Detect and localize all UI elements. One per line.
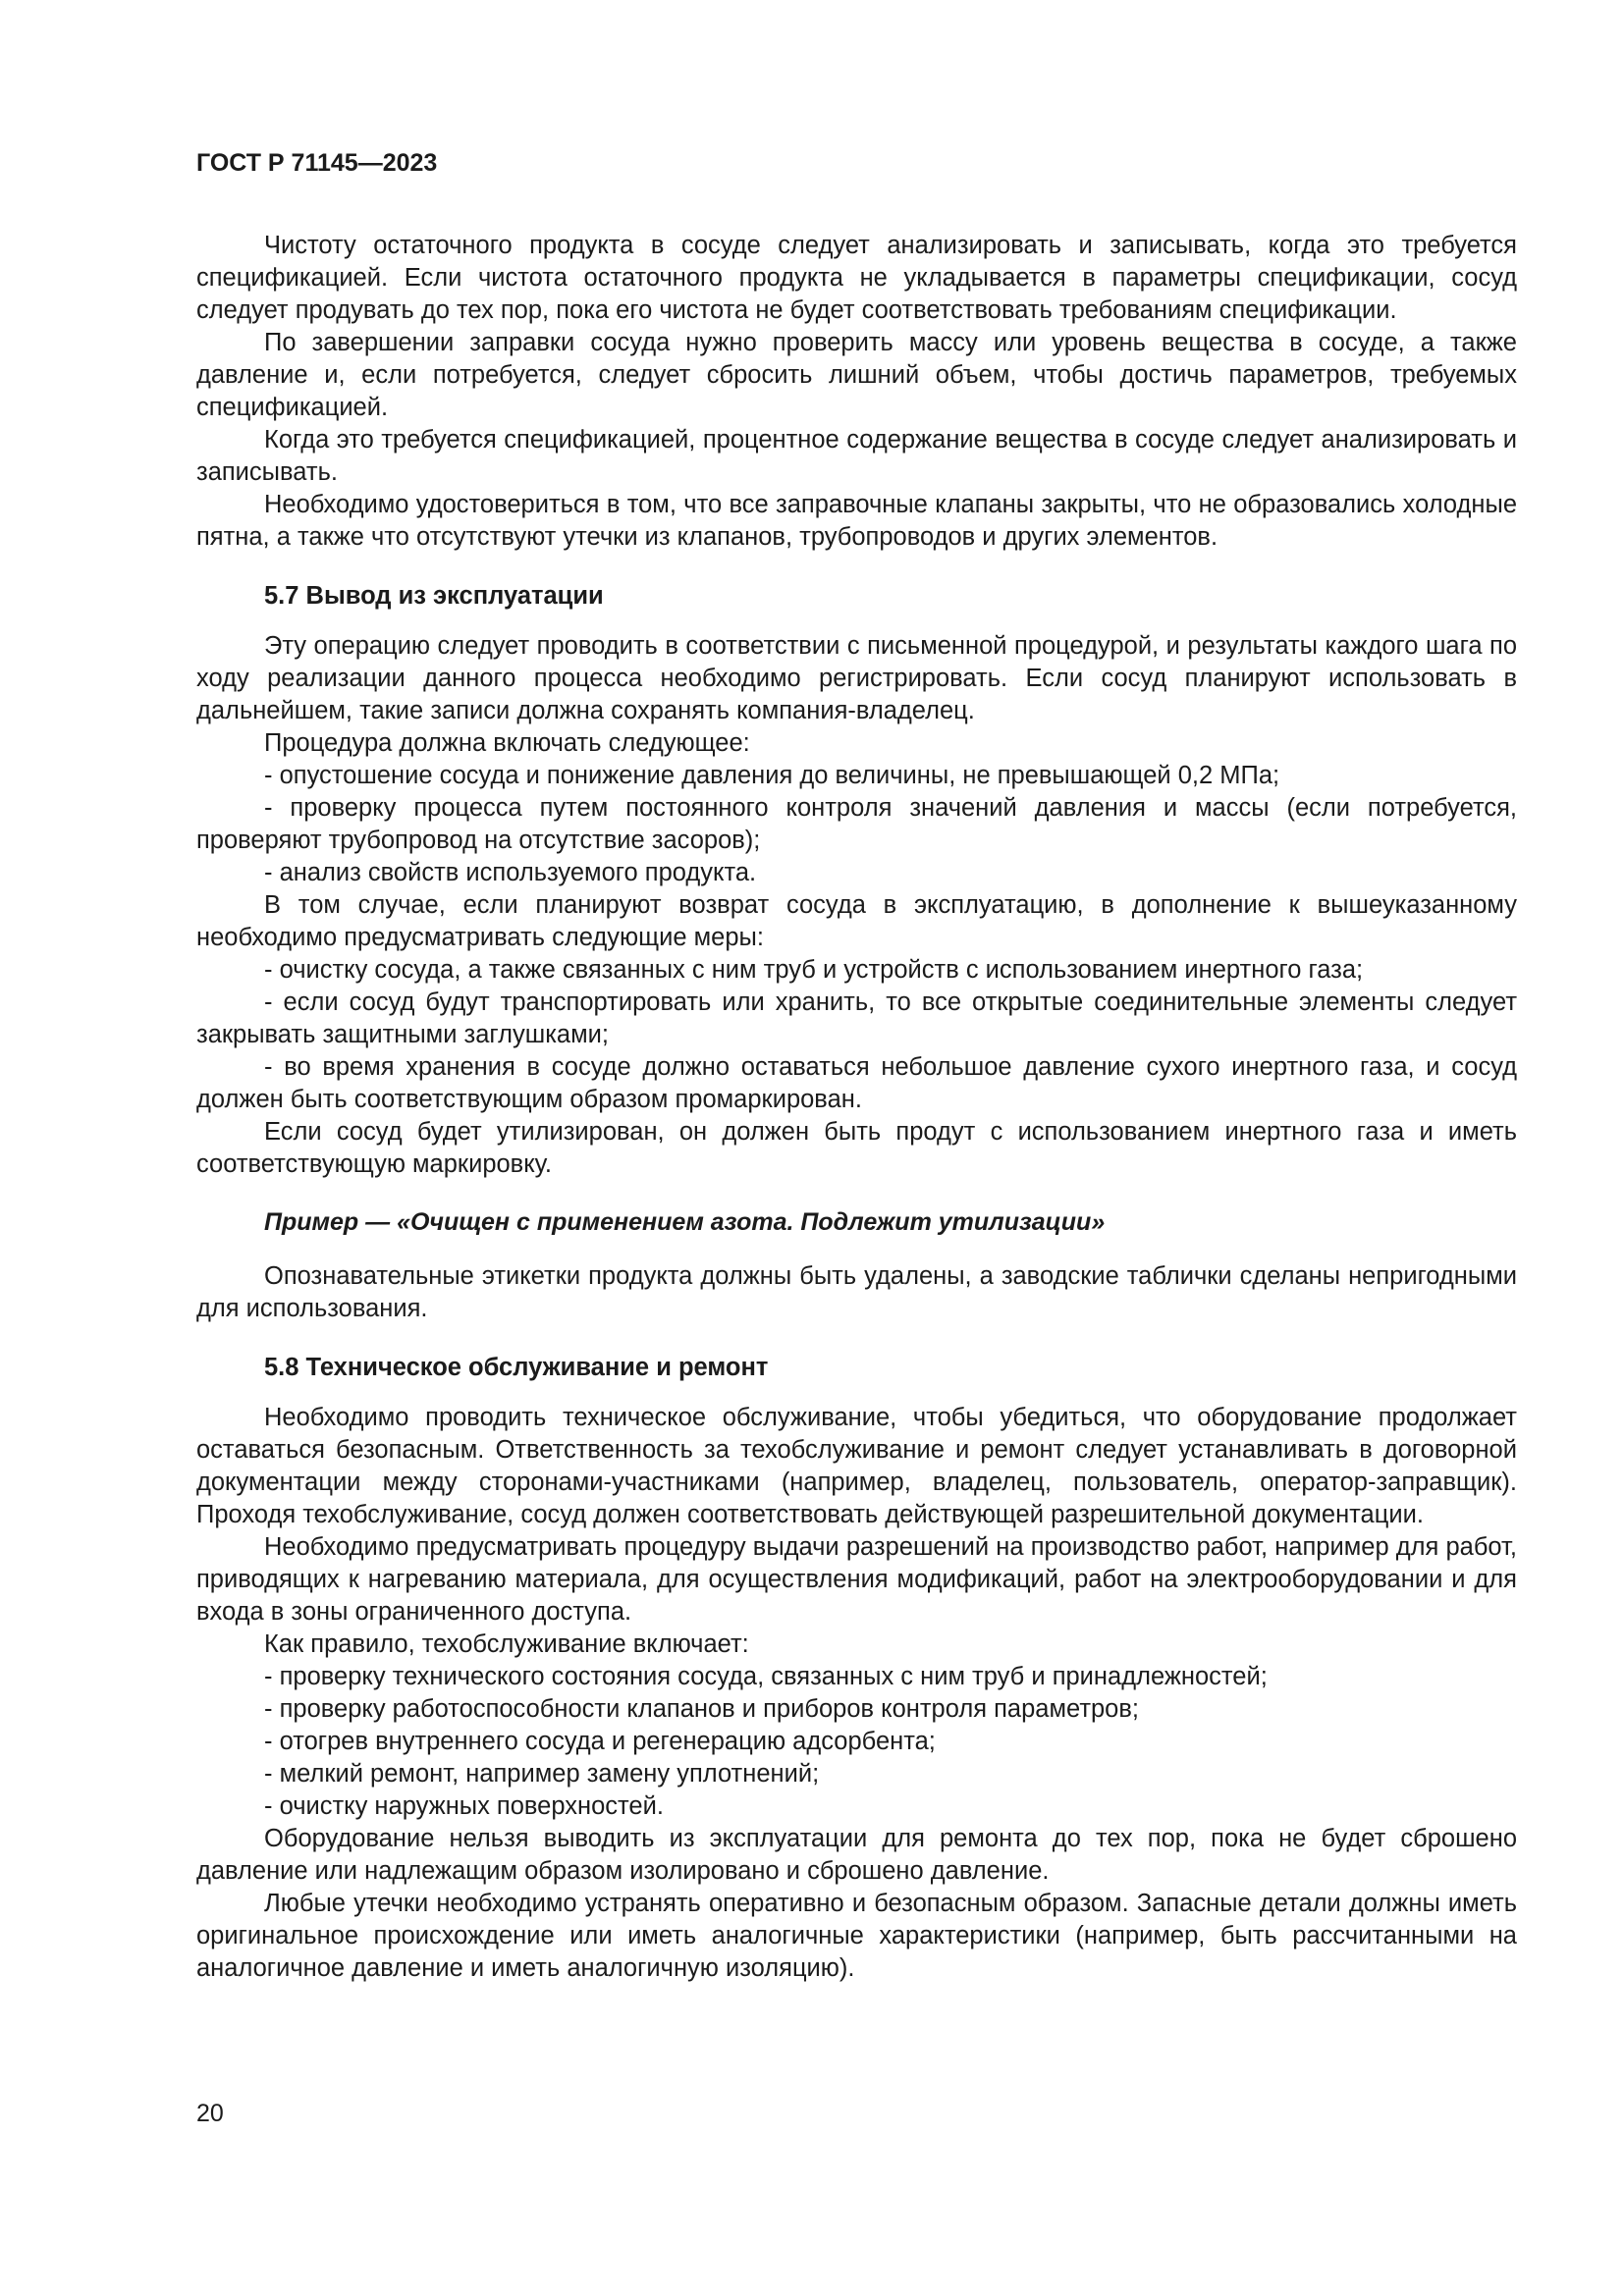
section-heading: 5.7 Вывод из эксплуатации (264, 582, 604, 610)
paragraph: Необходимо предусматривать процедуру выдачи разрешений на производство работ, например для работ, приводящих к нагреванию материала, для осуществления модификаций, работ на электрооборудовании и для входа в зоны ограниченного доступа. (196, 1533, 1517, 1626)
paragraph: Как правило, техобслуживание включает: (264, 1630, 749, 1658)
paragraph: Опознавательные этикетки продукта должны быть удалены, а заводские таблички сделаны непригодными для использования. (196, 1262, 1517, 1322)
list-item: - анализ свойств используемого продукта. (264, 859, 757, 886)
list-item: - проверку работоспособности клапанов и приборов контроля параметров; (264, 1695, 1139, 1723)
list-item: - во время хранения в сосуде должно оставаться небольшое давление сухого инертного газа, и сосуд должен быть соответствующим образом промаркирован. (196, 1053, 1517, 1113)
document-page (196, 145, 1517, 1985)
paragraph: Когда это требуется спецификацией, процентное содержание вещества в сосуде следует анализировать и записывать. (196, 426, 1517, 486)
paragraph: В том случае, если планируют возврат сосуда в эксплуатацию, в дополнение к вышеуказанному необходимо предусматривать следующие меры: (196, 891, 1517, 951)
list-item: - мелкий ремонт, например замену уплотнений; (264, 1760, 820, 1788)
section-heading: 5.8 Техническое обслуживание и ремонт (264, 1354, 769, 1381)
document-header: ГОСТ Р 71145—2023 (196, 149, 438, 177)
list-item: - если сосуд будут транспортировать или хранить, то все открытые соединительные элементы следует закрывать защитными заглушками; (196, 988, 1517, 1048)
paragraph: Чистоту остаточного продукта в сосуде следует анализировать и записывать, когда это требуется спецификацией. Если чистота остаточного продукта не укладывается в параметры спецификации, сосуд следует продувать до тех пор, пока его чистота не будет соответствовать требованиям спецификации. (196, 232, 1517, 324)
paragraph: Если сосуд будет утилизирован, он должен быть продут с использованием инертного газа и иметь соответствующую маркировку. (196, 1118, 1517, 1178)
list-item: - очистку наружных поверхностей. (264, 1792, 664, 1820)
list-item: - очистку сосуда, а также связанных с ним труб и устройств с использованием инертного газа; (264, 956, 1364, 984)
list-item: - опустошение сосуда и понижение давления до величины, не превышающей 0,2 МПа; (264, 762, 1280, 789)
paragraph: Любые утечки необходимо устранять оперативно и безопасным образом. Запасные детали должны иметь оригинальное происхождение или иметь аналогичные характеристики (например, быть рассчитанными на аналогичное давление и иметь аналогичную изоляцию). (196, 1890, 1517, 1982)
example-note: Пример — «Очищен с применением азота. Подлежит утилизации» (264, 1208, 1106, 1236)
paragraph: Процедура должна включать следующее: (264, 729, 750, 757)
paragraph: Эту операцию следует проводить в соответствии с письменной процедурой, и результаты каждого шага по ходу реализации данного процесса необходимо регистрировать. Если сосуд планируют использовать в дальнейшем, такие записи должна сохранять компания-владелец. (196, 632, 1517, 724)
paragraph: Необходимо проводить техническое обслуживание, чтобы убедиться, что оборудование продолжает оставаться безопасным. Ответственность за техобслуживание и ремонт следует устанавливать в договорной документации между сторонами-участниками (например, владелец, пользователь, оператор-заправщик). Проходя техобслуживание, сосуд должен соответствовать действующей разрешительной документации. (196, 1404, 1517, 1528)
page-number: 20 (196, 2100, 224, 2127)
paragraph: Оборудование нельзя выводить из эксплуатации для ремонта до тех пор, пока не будет сброшено давление или надлежащим образом изолировано и сброшено давление. (196, 1825, 1517, 1885)
list-item: - проверку технического состояния сосуда, связанных с ним труб и принадлежностей; (264, 1663, 1268, 1690)
list-item: - отогрев внутреннего сосуда и регенерацию адсорбента; (264, 1728, 936, 1755)
list-item: - проверку процесса путем постоянного контроля значений давления и массы (если потребуется, проверяют трубопровод на отсутствие засоров); (196, 794, 1517, 854)
paragraph: Необходимо удостовериться в том, что все заправочные клапаны закрыты, что не образовались холодные пятна, а также что отсутствуют утечки из клапанов, трубопроводов и других элементов. (196, 491, 1517, 551)
paragraph: По завершении заправки сосуда нужно проверить массу или уровень вещества в сосуде, а также давление и, если потребуется, следует сбросить лишний объем, чтобы достичь параметров, требуемых спецификацией. (196, 329, 1517, 421)
